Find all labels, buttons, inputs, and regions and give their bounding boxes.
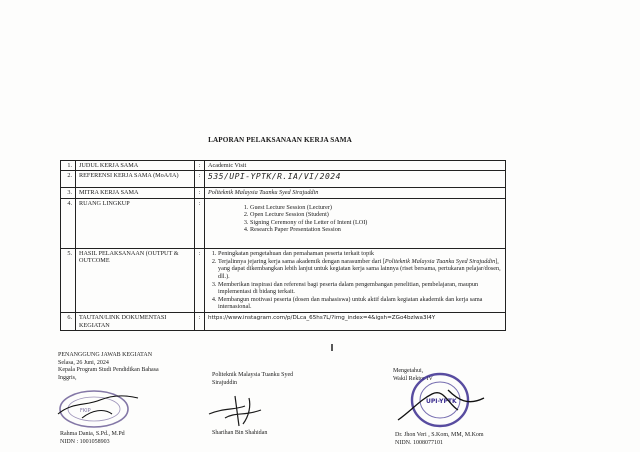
right-signer bbox=[395, 432, 484, 447]
mid-role-cont: Sirajuddin bbox=[212, 379, 237, 386]
middle-signature-block bbox=[212, 372, 293, 387]
left-role: Kepala Program Studi Pendidikan Bahasa bbox=[58, 367, 159, 373]
right-stamp-signature bbox=[388, 370, 498, 432]
middle-signer bbox=[212, 430, 267, 438]
list-item: 1. Guest Lecture Session (Lecturer) bbox=[250, 204, 502, 211]
list-item: 2. Terjalinnya jejaring kerja sama akademik dengan narasumber dari [Politeknik Malaysia Tuanku Syed Sirajuddin], yang dapat dikembangkan lebih lanjut untuk kegiatan kerja sama lainnya (riset bersama, pertukaran pelajar/dosen, dll.). bbox=[218, 258, 502, 280]
row-label: HASIL PELAKSANAAN (OUTPUT & OUTCOME bbox=[76, 248, 195, 313]
scope-list bbox=[208, 204, 502, 234]
table-row: 5. HASIL PELAKSANAAN (OUTPUT & OUTCOME : 1. Peningkatan pengetahuan dan pemahaman peserta terkait topik 2. Terjalinnya jejaring kerja sama akademik dengan narasumber dari [Politeknik Malaysia Tuanku Syed Sirajuddin], yang dapat dikembangkan lebih lanjut untuk kegiatan kerja sama lainnya (riset bersama, pertukaran pelajar/dosen, dll.). 3. Memberikan inspirasi dan referensi bagi peserta dalam pengembangan penelitian, pembelajaran, maupun implementasi di bidang terkait. 4. Membangun motivasi peserta (dosen dan mahasiswa) untuk aktif dalam kegiatan akademik dan kerja sama internasional. bbox=[61, 248, 506, 313]
table-row: 2. REFERENSI KERJA SAMA (MoA/IA) : 535/UPI-YPTK/R.IA/VI/2024 bbox=[61, 171, 506, 188]
documentation-link[interactable]: https://www.instagram.com/p/DLca_65hs7L/?img_index=4&igsh=ZGo4bzlwa3I4Y bbox=[208, 315, 436, 322]
row-label: RUANG LINGKUP bbox=[76, 198, 195, 248]
mid-signer-name: Sharihan Bin Shahidan bbox=[212, 430, 268, 436]
row-label: JUDUL KERJA SAMA bbox=[76, 161, 195, 171]
list-item: 4. Research Paper Presentation Session bbox=[250, 226, 502, 233]
left-role-cont: Inggris, bbox=[58, 374, 77, 381]
stamp-text: UPI-YPTK bbox=[426, 398, 457, 405]
list-item: 3. Memberikan inspirasi dan referensi bagi peserta dalam pengembangan penelitian, pembelajaran, maupun implementasi di bidang terkait. bbox=[218, 281, 502, 296]
row-number: 4. bbox=[61, 198, 76, 248]
row-number: 5. bbox=[61, 248, 76, 313]
right-signer-id: NIDN. 1008077101 bbox=[395, 439, 443, 446]
report-table bbox=[60, 160, 506, 331]
left-signer-name: Rahma Dania, S.Pd., M.Pd bbox=[60, 431, 125, 437]
list-item: 2. Open Lecture Session (Student) bbox=[250, 211, 502, 218]
list-item: 4. Membangun motivasi peserta (dosen dan mahasiswa) untuk aktif dalam kegiatan akademik dan kerja sama internasional. bbox=[218, 296, 502, 311]
row-label: MITRA KERJA SAMA bbox=[76, 188, 195, 198]
ink-mark bbox=[330, 344, 334, 352]
left-signature-block bbox=[58, 352, 159, 382]
responsible-heading: PENANGGUNG JAWAB KEGIATAN bbox=[58, 352, 153, 358]
right-signer-name: Dr. Jhon Veri , S.Kom, MM, M.Kom bbox=[395, 432, 484, 438]
right-known: Mengetahui, bbox=[393, 368, 424, 374]
row-value: Politeknik Malaysia Tuanku Syed Sirajuddin bbox=[205, 188, 506, 198]
middle-signature bbox=[205, 392, 275, 430]
table-row: 3. MITRA KERJA SAMA : Politeknik Malaysia Tuanku Syed Sirajuddin bbox=[61, 188, 506, 198]
row-number: 3. bbox=[61, 188, 76, 198]
document-title: LAPORAN PELAKSANAAN KERJA SAMA bbox=[208, 136, 352, 144]
row-number: 1. bbox=[61, 161, 76, 171]
row-number: 2. bbox=[61, 171, 76, 188]
handwritten-reference: 535/UPI-YPTK/R.IA/VI/2024 bbox=[208, 172, 341, 182]
row-label: TAUTAN/LINK DOKUMENTASI KEGIATAN bbox=[76, 313, 195, 331]
result-list bbox=[208, 250, 502, 311]
left-signer-id: NIDN : 1001058903 bbox=[60, 438, 110, 445]
row-number: 6. bbox=[61, 313, 76, 331]
table-row: 1. JUDUL KERJA SAMA : Academic Visit bbox=[61, 161, 506, 171]
date-line: Selasa, 26 Juni, 2024 bbox=[58, 359, 109, 366]
left-stamp-signature bbox=[52, 384, 144, 434]
svg-text:FKIP: FKIP bbox=[80, 408, 91, 414]
right-role: Wakil Rektor IV bbox=[393, 375, 433, 382]
list-item: 1. Peningkatan pengetahuan dan pemahaman peserta terkait topik bbox=[218, 250, 502, 257]
table-row: 4. RUANG LINGKUP : 1. Guest Lecture Session (Lecturer) 2. Open Lecture Session (Student) 3. Signing Ceremony of the Letter of Intent (LOI) 4. Research Paper Presentation Session bbox=[61, 198, 506, 248]
table-row: 6. TAUTAN/LINK DOKUMENTASI KEGIATAN : https://www.instagram.com/p/DLca_65hs7L/?img_index=4&igsh=ZGo4bzlwa3I4Y bbox=[61, 313, 506, 331]
list-item: 3. Signing Ceremony of the Letter of Intent (LOI) bbox=[250, 219, 502, 226]
left-signer bbox=[60, 431, 125, 446]
row-label: REFERENSI KERJA SAMA (MoA/IA) bbox=[76, 171, 195, 188]
mid-role: Politeknik Malaysia Tuanku Syed bbox=[212, 372, 294, 378]
row-value: Academic Visit bbox=[205, 161, 506, 171]
